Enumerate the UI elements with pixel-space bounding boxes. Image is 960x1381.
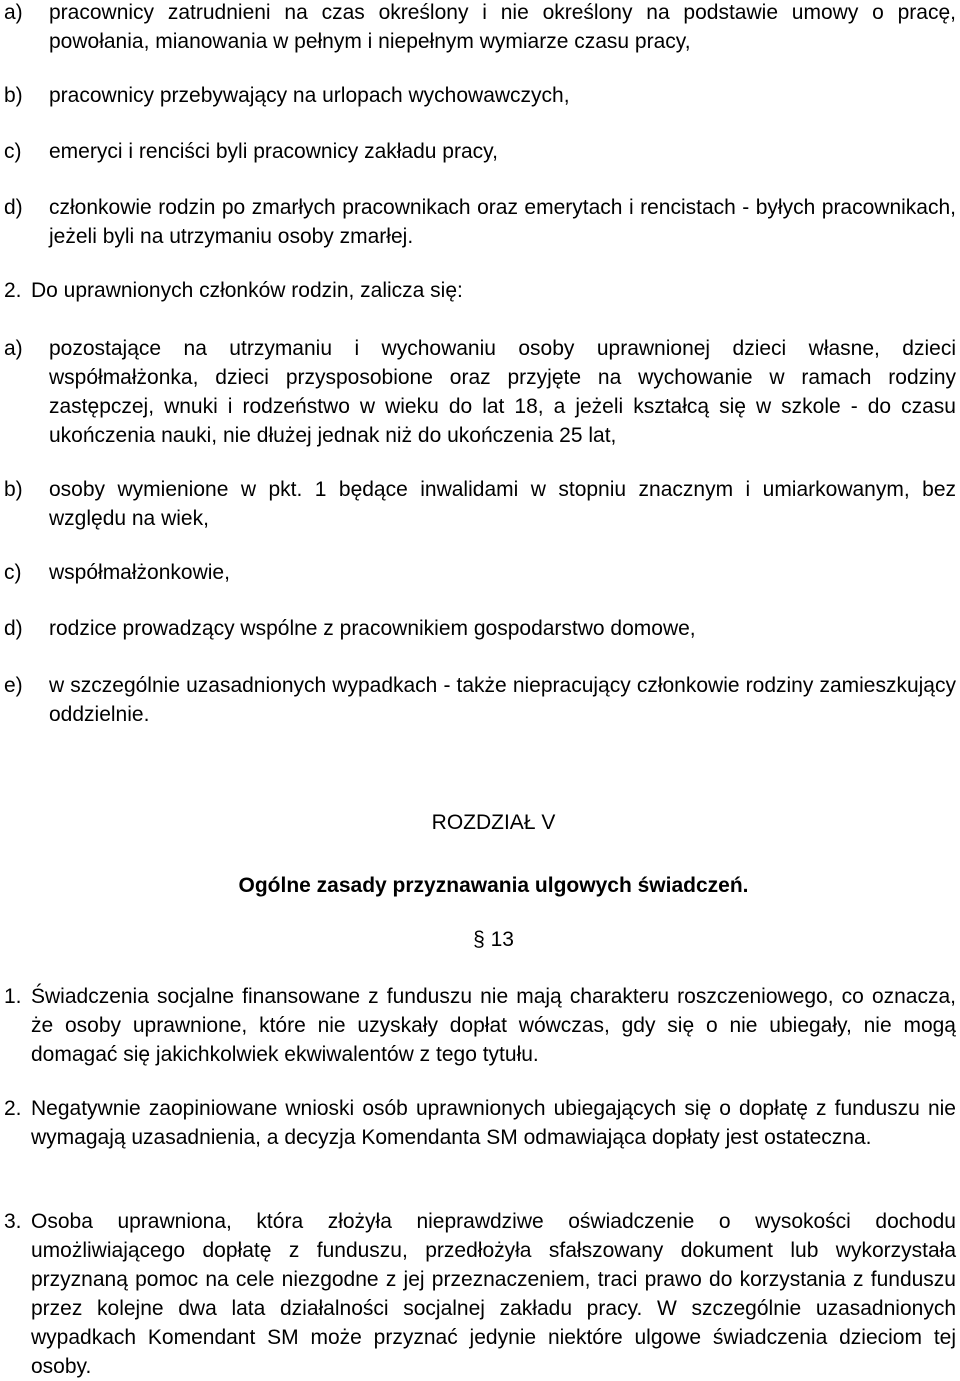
list-item: [4, 0, 956, 56]
section-number: § 13: [473, 928, 514, 951]
list-item: [4, 334, 956, 450]
list-marker: d): [4, 617, 23, 640]
list-item: [4, 81, 956, 110]
list-item: [4, 137, 956, 166]
paragraph-number: 2.: [4, 1097, 22, 1120]
list-marker: b): [4, 478, 23, 501]
list-item: [4, 671, 956, 729]
list-item-text: pozostające na utrzymaniu i wychowaniu osoby uprawnionej dzieci własne, dzieci współmałżonka, dzieci przysposobione oraz przyjęte na wychowanie w ramach rodziny zastępczej, wnuki i rodzeństwo w wieku do lat 18, a jeżeli kształcą się w szkole - do czasu ukończenia nauki, nie dłużej jednak niż do ukończenia 25 lat,: [49, 337, 956, 447]
list-item-text: w szczególnie uzasadnionych wypadkach - także niepracujący członkowie rodziny zamieszkujący oddzielnie.: [49, 674, 956, 726]
list-item-text: pracownicy przebywający na urlopach wychowawczych,: [49, 84, 570, 107]
list-item-text: osoby wymienione w pkt. 1 będące inwalidami w stopniu znacznym i umiarkowanym, bez względu na wiek,: [49, 478, 956, 530]
list-marker: c): [4, 561, 22, 584]
numbered-paragraph: [4, 276, 956, 305]
numbered-paragraph: [4, 1094, 956, 1152]
list-marker: a): [4, 337, 23, 360]
list-marker: c): [4, 140, 22, 163]
list-item: [4, 614, 956, 643]
list-marker: b): [4, 84, 23, 107]
paragraph-number: 2.: [4, 279, 22, 302]
numbered-paragraph: [4, 1207, 956, 1381]
paragraph-text: Świadczenia socjalne finansowane z funduszu nie mają charakteru roszczeniowego, co oznacza, że osoby uprawnione, które nie uzyskały dopłat wówczas, gdy się o nie ubiegały, nie mogą domagać się jakichkolwiek ekwiwalentów z tego tytułu.: [31, 985, 956, 1066]
paragraph-number: 3.: [4, 1210, 22, 1233]
list-item-text: emeryci i renciści byli pracownicy zakładu pracy,: [49, 140, 498, 163]
list-item: [4, 475, 956, 533]
paragraph-text: Do uprawnionych członków rodzin, zalicza się:: [31, 279, 463, 302]
list-item-text: pracownicy zatrudnieni na czas określony i nie określony na podstawie umowy o pracę, powołania, mianowania w pełnym i niepełnym wymiarze czasu pracy,: [49, 1, 956, 53]
paragraph-text: Negatywnie zaopiniowane wnioski osób uprawnionych ubiegających się o dopłatę z funduszu nie wymagają uzasadnienia, a decyzja Komendanta SM odmawiająca dopłaty jest ostateczna.: [31, 1097, 956, 1149]
numbered-paragraph: [4, 982, 956, 1069]
list-marker: d): [4, 196, 23, 219]
list-marker: e): [4, 674, 23, 697]
chapter-title: Ogólne zasady przyznawania ulgowych świadczeń.: [238, 874, 749, 897]
list-item-text: współmałżonkowie,: [49, 561, 230, 584]
list-item: [4, 558, 956, 587]
chapter-heading: ROZDZIAŁ V: [431, 811, 556, 834]
list-item-text: rodzice prowadzący wspólne z pracownikiem gospodarstwo domowe,: [49, 617, 696, 640]
paragraph-number: 1.: [4, 985, 22, 1008]
paragraph-text: Osoba uprawniona, która złożyła nieprawdziwe oświadczenie o wysokości dochodu umożliwiającego dopłatę z funduszu, przedłożyła sfałszowany dokument lub wykorzystała przyznaną pomoc na cele niezgodne z jej przeznaczeniem, traci prawo do korzystania z funduszu przez kolejne dwa lata działalności socjalnej zakładu pracy. W szczególnie uzasadnionych wypadkach Komendant SM może przyznać jedynie niektóre ulgowe świadczenia dzieciom tej osoby.: [31, 1210, 956, 1378]
list-item-text: członkowie rodzin po zmarłych pracownikach oraz emerytach i rencistach - byłych pracownikach, jeżeli byli na utrzymaniu osoby zmarłej.: [49, 196, 956, 248]
list-marker: a): [4, 1, 23, 24]
list-item: [4, 193, 956, 251]
